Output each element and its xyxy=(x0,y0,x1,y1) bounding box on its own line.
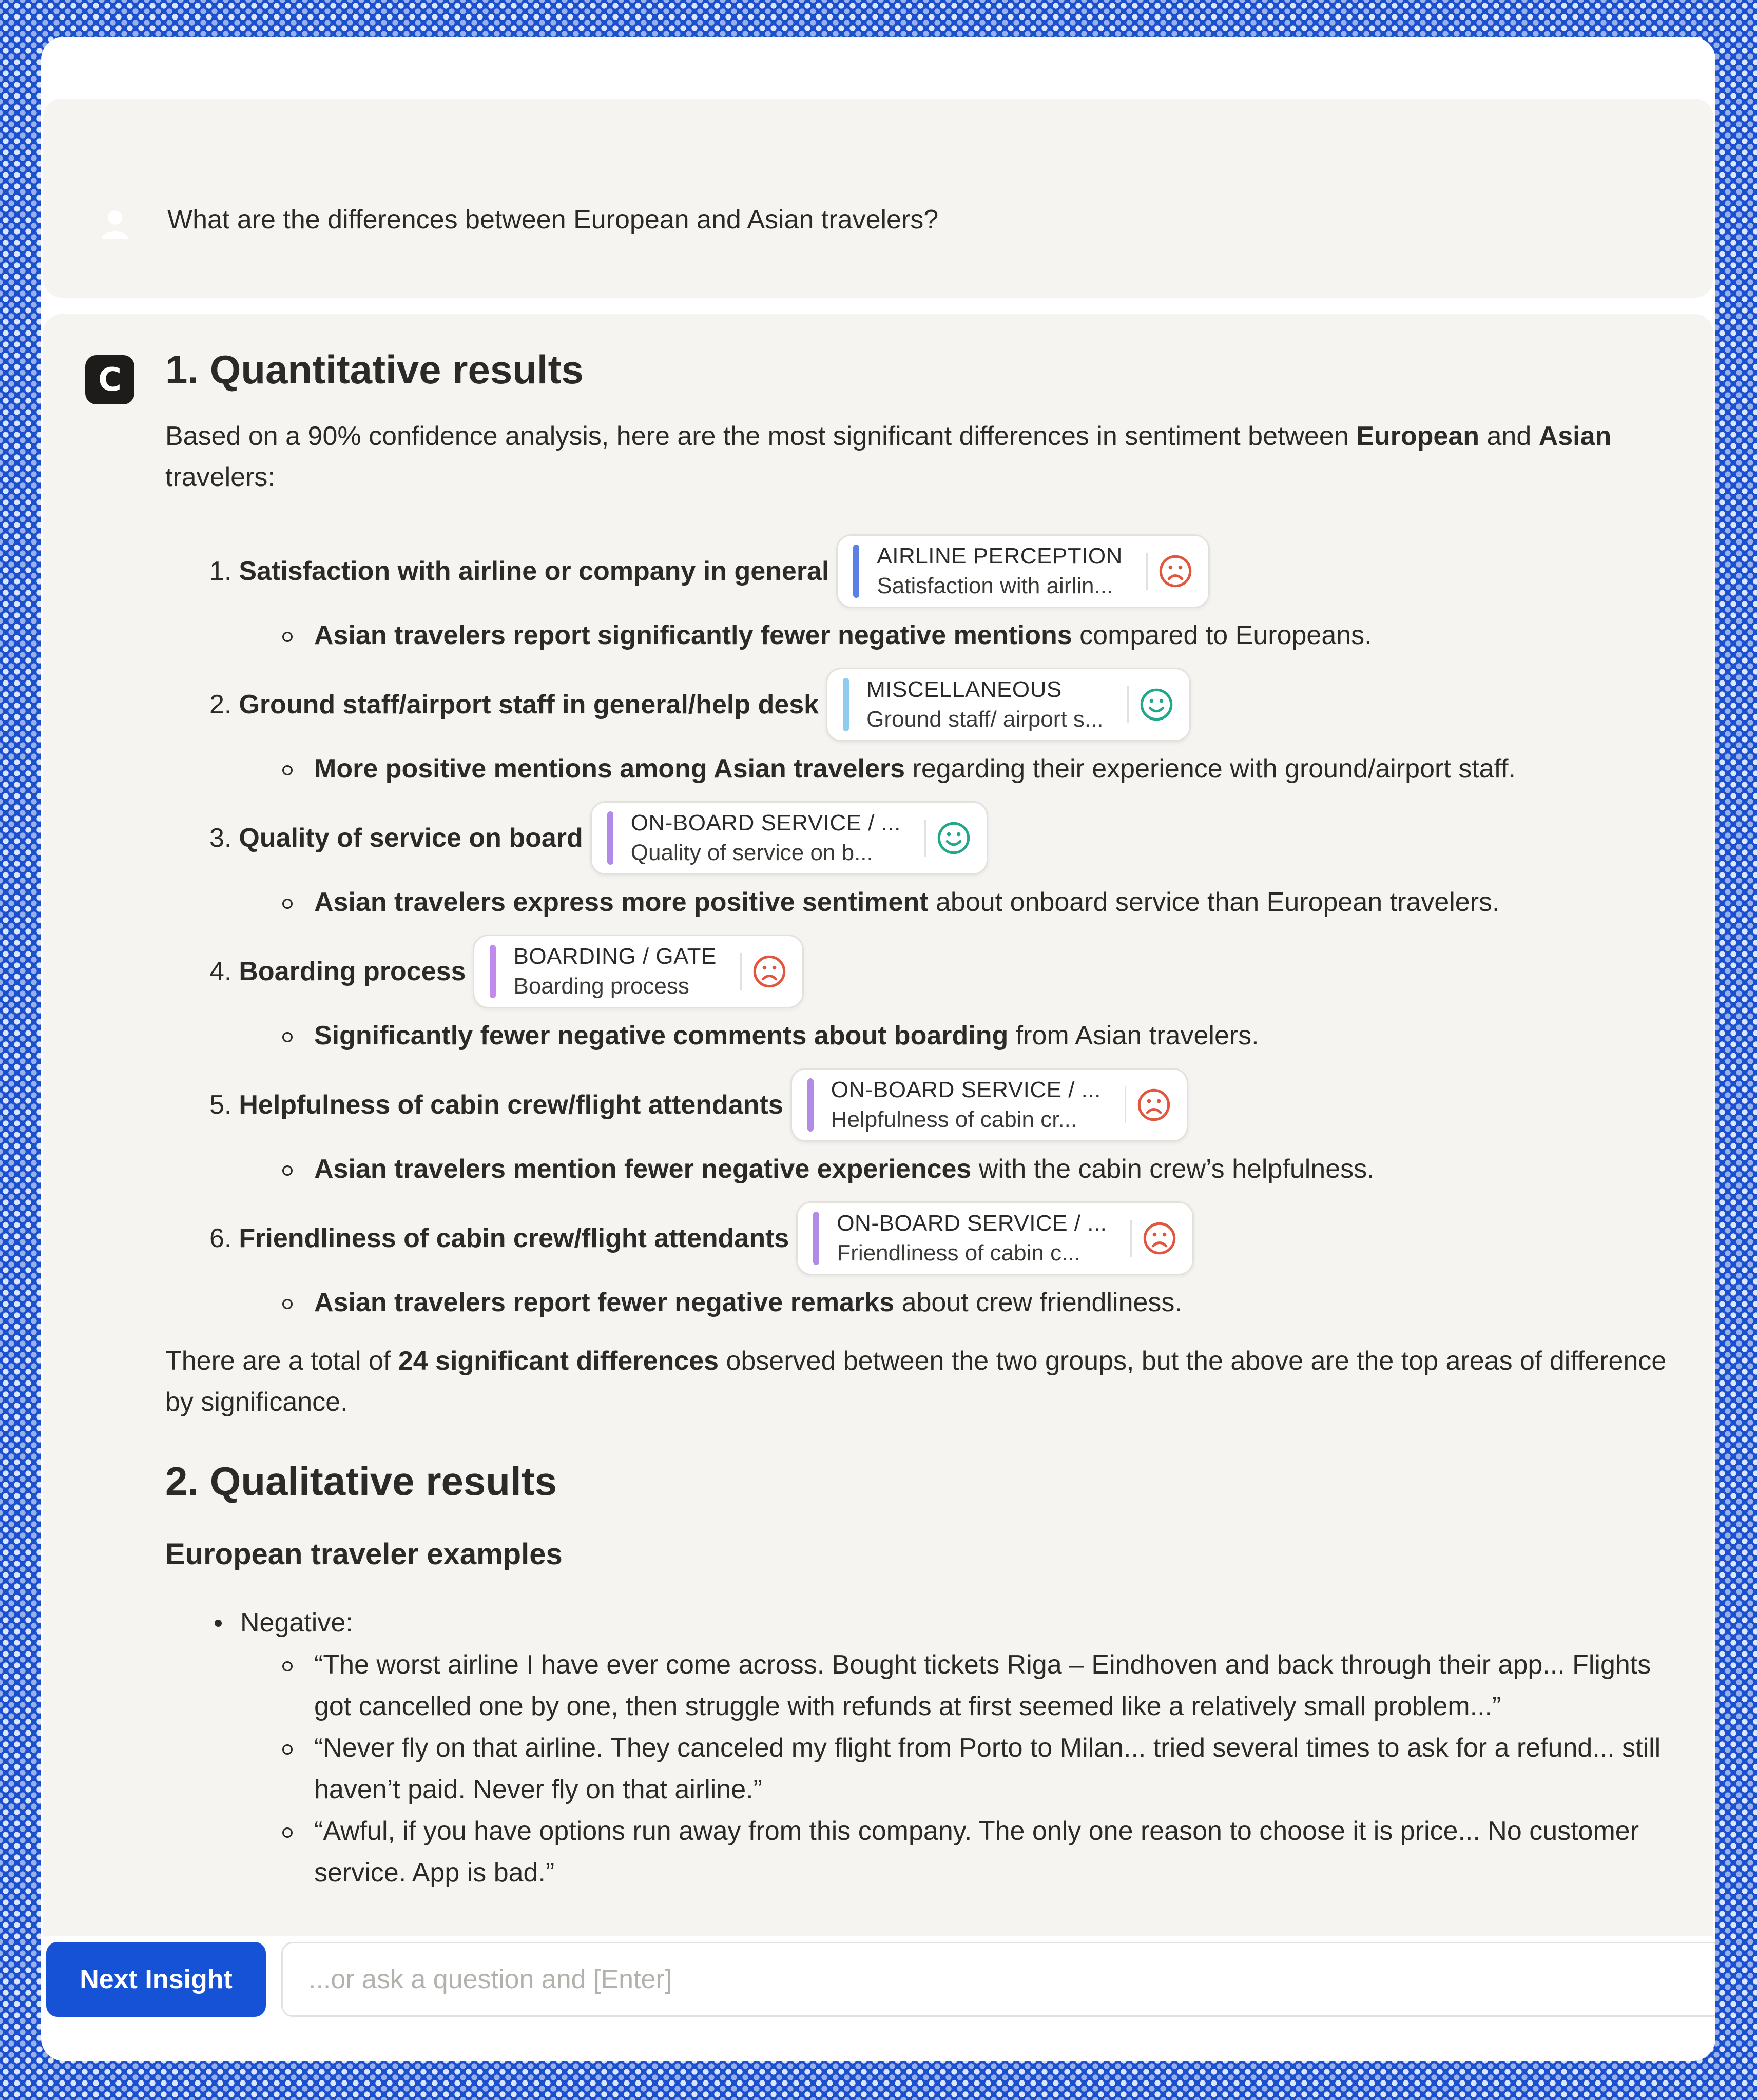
user-message-text: What are the differences between European and Asian travelers? xyxy=(167,205,939,235)
category-tag-category: AIRLINE PERCEPTION xyxy=(877,543,1123,569)
assistant-logo-icon: C xyxy=(85,355,134,404)
tag-divider xyxy=(740,953,742,990)
category-tag-category: ON-BOARD SERVICE / ... xyxy=(831,1077,1101,1102)
quote-item: “The worst airline I have ever come across. Bought tickets Riga – Eindhoven and back through their app... Flights got cancelled one by one, then struggle with refunds at first seemed like a relatively small problem...” xyxy=(165,1644,1695,1727)
tag-divider xyxy=(1125,1086,1126,1123)
category-tag-subcategory: Boarding process xyxy=(513,973,689,999)
result-item-line xyxy=(209,800,988,877)
category-tag-text xyxy=(877,541,1122,601)
result-item-header xyxy=(165,666,1695,748)
result-item-header xyxy=(165,1200,1695,1282)
category-tag-subcategory: Ground staff/ airport s... xyxy=(866,706,1104,732)
category-tag-text xyxy=(513,942,716,1001)
result-item-title: Friendliness of cabin crew/flight attendants xyxy=(239,1223,789,1253)
result-item-detail: More positive mentions among Asian travelers regarding their experience with ground/airport staff. xyxy=(165,748,1695,800)
result-item-detail: Significantly fewer negative comments about boarding from Asian travelers. xyxy=(165,1015,1695,1066)
user-icon xyxy=(99,207,131,240)
category-tag[interactable] xyxy=(826,668,1190,742)
category-tag-text xyxy=(837,1209,1107,1268)
assistant-message xyxy=(43,314,1713,1941)
result-item-detail: Asian travelers express more positive sentiment about onboard service than European travelers. xyxy=(165,882,1695,933)
tag-divider xyxy=(1130,1220,1132,1257)
chat-window xyxy=(41,37,1715,2061)
category-tag[interactable] xyxy=(590,801,988,875)
category-tag[interactable] xyxy=(790,1068,1188,1142)
frown-icon xyxy=(752,954,787,989)
result-item-line xyxy=(209,666,1191,743)
result-item-header xyxy=(165,800,1695,882)
category-tag-subcategory: Quality of service on b... xyxy=(630,840,873,865)
result-item-line xyxy=(209,1200,1194,1277)
tag-divider xyxy=(1127,686,1129,723)
result-item-title: Satisfaction with airline or company in general xyxy=(239,556,829,586)
category-color-bar xyxy=(490,945,496,998)
category-tag[interactable] xyxy=(836,534,1209,608)
result-item-title: Ground staff/airport staff in general/help desk xyxy=(239,689,819,720)
result-item-number: 4. xyxy=(209,956,232,986)
result-item xyxy=(165,533,1695,666)
category-tag-category: MISCELLANEOUS xyxy=(866,676,1062,702)
result-item-line xyxy=(209,1066,1188,1143)
frown-icon xyxy=(1136,1087,1171,1122)
negative-bullet: Negative: xyxy=(165,1602,1695,1643)
quotes-list xyxy=(165,1644,1695,1894)
result-item-detail: Asian travelers report fewer negative remarks about crew friendliness. xyxy=(165,1282,1695,1333)
assistant-content xyxy=(165,345,1695,1894)
category-tag-subcategory: Satisfaction with airlin... xyxy=(877,573,1113,598)
category-color-bar xyxy=(853,545,859,598)
category-tag-category: BOARDING / GATE xyxy=(513,943,717,969)
result-item xyxy=(165,800,1695,933)
quote-item: “Awful, if you have options run away from this company. The only one reason to choose it is price... No customer service. App is bad.” xyxy=(165,1811,1695,1894)
result-item-line xyxy=(209,533,1210,610)
european-examples-heading: European traveler examples xyxy=(165,1538,563,1571)
result-item-detail: Asian travelers report significantly fewer negative mentions compared to Europeans. xyxy=(165,615,1695,666)
intro-paragraph: Based on a 90% confidence analysis, here are the most significant differences in sentiment between European and Asian travelers: xyxy=(165,421,1612,492)
result-item xyxy=(165,666,1695,800)
results-list xyxy=(165,533,1695,1333)
category-tag-subcategory: Helpfulness of cabin cr... xyxy=(831,1106,1077,1132)
frown-icon xyxy=(1158,554,1193,589)
category-tag[interactable] xyxy=(796,1201,1194,1275)
result-item-title: Quality of service on board xyxy=(239,823,583,853)
smile-icon xyxy=(1139,687,1174,722)
next-insight-button[interactable]: Next Insight xyxy=(46,1942,266,2017)
result-item-number: 1. xyxy=(209,556,232,586)
result-item xyxy=(165,933,1695,1066)
result-item xyxy=(165,1200,1695,1333)
result-item-header xyxy=(165,1066,1695,1149)
result-item-title: Helpfulness of cabin crew/flight attendants xyxy=(239,1090,783,1120)
user-message xyxy=(43,99,1713,298)
frown-icon xyxy=(1142,1221,1177,1256)
result-item-number: 6. xyxy=(209,1223,232,1253)
result-item-number: 5. xyxy=(209,1090,232,1120)
result-item-number: 3. xyxy=(209,823,232,853)
result-item-line xyxy=(209,933,804,1010)
tag-divider xyxy=(924,820,926,857)
result-item-header xyxy=(165,933,1695,1015)
category-color-bar xyxy=(813,1212,819,1265)
category-tag-category: ON-BOARD SERVICE / ... xyxy=(630,810,901,835)
result-item-detail: Asian travelers mention fewer negative experiences with the cabin crew’s helpfulness. xyxy=(165,1149,1695,1200)
category-tag-category: ON-BOARD SERVICE / ... xyxy=(837,1210,1107,1236)
category-tag-text xyxy=(866,675,1103,734)
quote-item: “Never fly on that airline. They canceled my flight from Porto to Milan... tried several times to ask for a refund... still haven’t paid. Never fly on that airline.” xyxy=(165,1727,1695,1811)
category-tag[interactable] xyxy=(473,935,803,1008)
result-item-header xyxy=(165,533,1695,615)
summary-paragraph: There are a total of 24 significant differences observed between the two groups, but the above are the top areas of difference by significance. xyxy=(165,1346,1667,1417)
tag-divider xyxy=(1146,553,1148,590)
result-item xyxy=(165,1066,1695,1200)
category-tag-text xyxy=(831,1075,1101,1135)
category-color-bar xyxy=(843,678,849,731)
category-color-bar xyxy=(607,811,613,865)
result-item-title: Boarding process xyxy=(239,956,466,986)
smile-icon xyxy=(936,821,971,855)
category-color-bar xyxy=(807,1078,814,1132)
category-tag-text xyxy=(631,808,901,868)
ask-question-input[interactable] xyxy=(281,1942,1715,2017)
result-item-number: 2. xyxy=(209,689,232,720)
section-title-quantitative: 1. Quantitative results xyxy=(165,347,584,392)
section-title-qualitative: 2. Qualitative results xyxy=(165,1458,557,1504)
category-tag-subcategory: Friendliness of cabin c... xyxy=(837,1240,1080,1266)
